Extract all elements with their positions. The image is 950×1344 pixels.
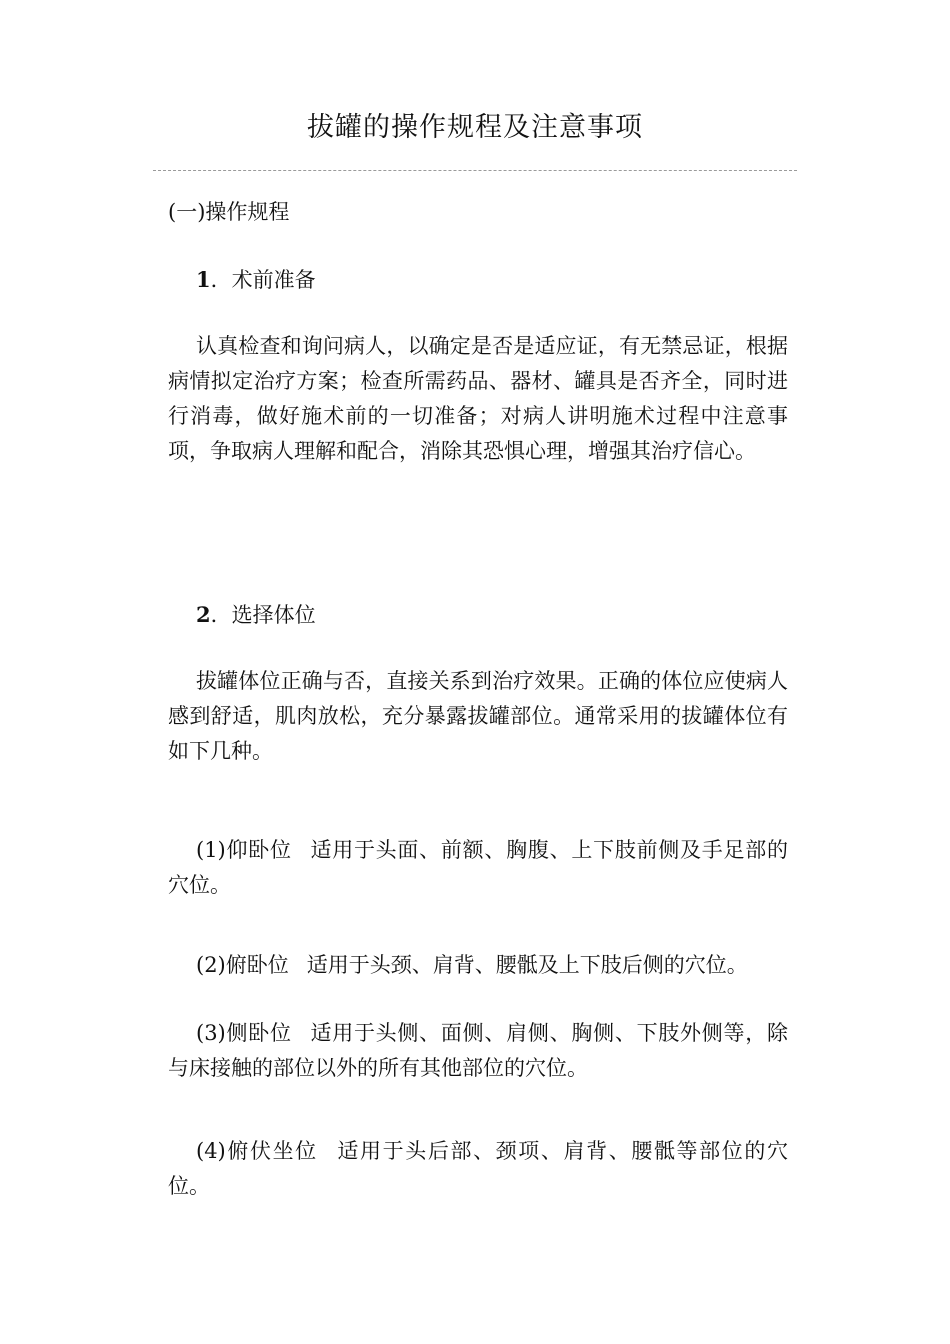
title-divider: [153, 170, 797, 171]
sub-heading-position: [196, 597, 316, 633]
position-desc: 适用于头面、前额、胸腹、上下肢前侧及手足部的穴位。: [168, 838, 789, 897]
position-item-prone-sitting: [168, 1134, 788, 1204]
position-item-supine: [168, 833, 788, 903]
position-desc: 适用于头侧、面侧、肩侧、胸侧、下肢外侧等，除与床接触的部位以外的所有其他部位的穴位。: [168, 1021, 789, 1080]
position-name: (2)俯卧位: [196, 953, 289, 977]
sub-heading-preparation: [196, 262, 316, 298]
position-item-lateral: [168, 1016, 788, 1086]
sub-heading-number: 1: [196, 267, 211, 292]
position-name: (4)俯伏坐位: [196, 1139, 318, 1163]
paragraph-preparation: [168, 329, 788, 469]
sub-heading-label: ．术前准备: [210, 268, 316, 292]
position-name: (1)仰卧位: [196, 838, 292, 862]
sub-heading-label: ．选择体位: [210, 603, 316, 627]
position-desc: 适用于头颈、肩背、腰骶及上下肢后侧的穴位。: [306, 953, 748, 977]
section-heading-operating-procedure: (一)操作规程: [168, 200, 290, 224]
paragraph-position: [168, 664, 788, 769]
position-desc: 适用于头后部、颈项、肩背、腰骶等部位的穴位。: [168, 1139, 788, 1198]
document-title: 拔罐的操作规程及注意事项: [307, 112, 643, 143]
paragraph-text: 拔罐体位正确与否，直接关系到治疗效果。正确的体位应使病人感到舒适，肌肉放松，充分暴露拔罐部位。通常采用的拔罐体位有如下几种。: [168, 669, 788, 763]
paragraph-text: 认真检查和询问病人，以确定是否是适应证，有无禁忌证，根据病情拟定治疗方案；检查所需药品、器材、罐具是否齐全，同时进行消毒，做好施术前的一切准备；对病人讲明施术过程中注意事项，争取病人理解和配合，消除其恐惧心理，增强其治疗信心。: [168, 334, 788, 463]
position-name: (3)侧卧位: [196, 1021, 292, 1045]
position-item-prone: [168, 948, 788, 983]
sub-heading-number: 2: [196, 602, 211, 627]
